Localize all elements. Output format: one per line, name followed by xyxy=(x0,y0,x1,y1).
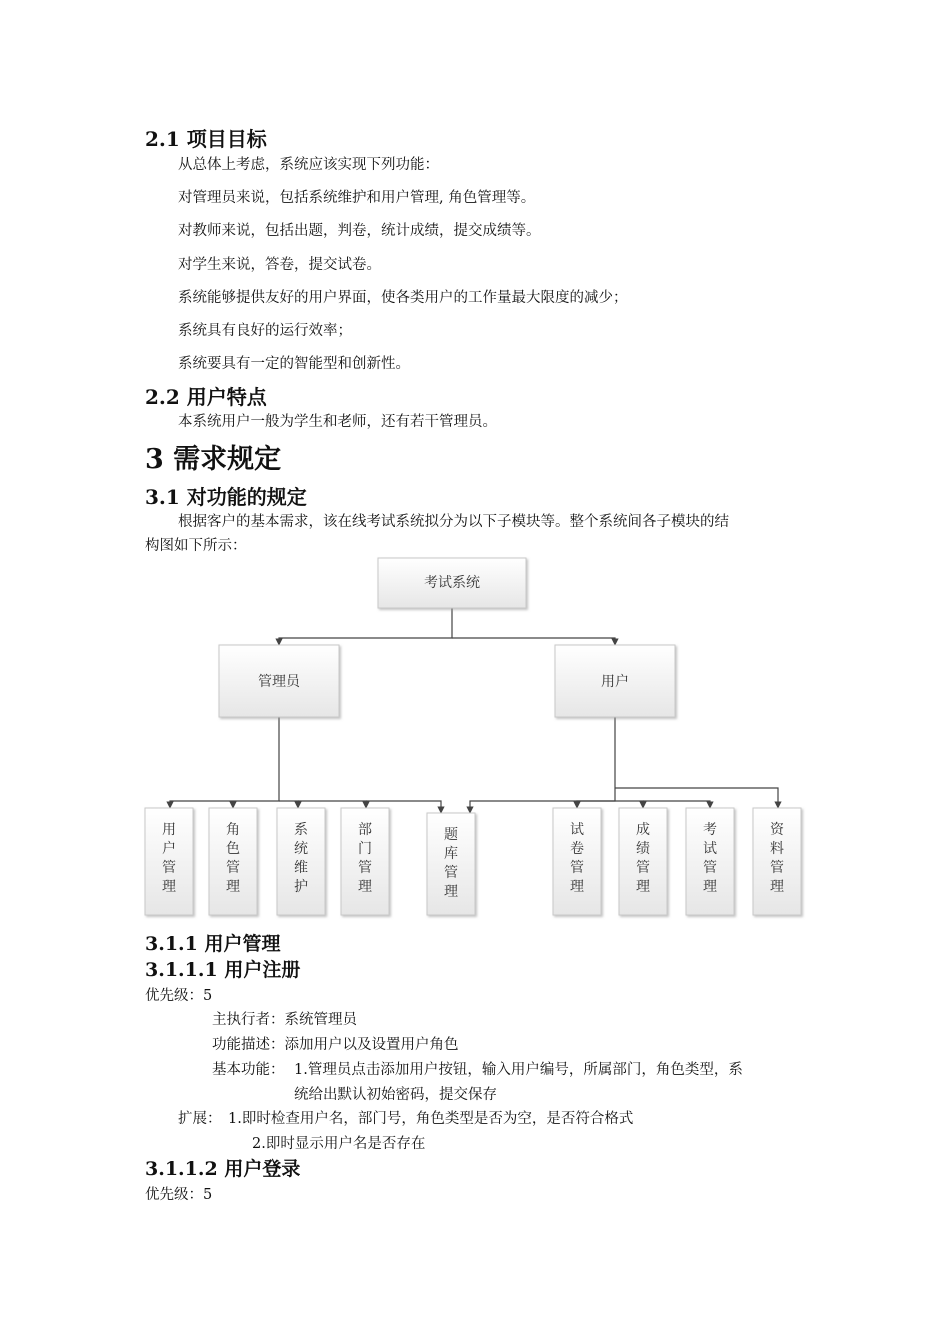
module-label: 试卷管理 xyxy=(570,822,584,895)
diagram-node-module xyxy=(753,808,801,915)
basic-function-label: 基本功能： xyxy=(212,1062,285,1078)
paragraph-line: 对教师来说，包括出题，判卷，统计成绩，提交成绩等。 xyxy=(178,223,541,239)
module-label: 系统维护 xyxy=(294,822,308,895)
diagram-node-module xyxy=(277,808,325,915)
diagram-node-module xyxy=(341,808,389,915)
paragraph-line: 从总体上考虑，系统应该实现下列功能： xyxy=(178,157,439,173)
heading-2-2: 2.2 用户特点 xyxy=(145,385,267,409)
heading-3-1-1-2: 3.1.1.2 用户登录 xyxy=(145,1158,301,1180)
heading-3: 3 需求规定 xyxy=(145,444,282,475)
module-label: 用户管理 xyxy=(162,822,176,895)
diagram-node-module xyxy=(145,808,193,915)
paragraph-line: 系统要具有一定的智能型和创新性。 xyxy=(178,356,410,372)
paragraph-line: 根据客户的基本需求，该在线考试系统拟分为以下子模块等。整个系统间各子模块的结 xyxy=(178,514,729,530)
paragraph-line: 系统能够提供友好的用户界面，使各类用户的工作量最大限度的减少； xyxy=(178,290,628,306)
basic-function-line: 统给出默认初始密码，提交保存 xyxy=(294,1087,497,1103)
paragraph-line: 对管理员来说，包括系统维护和用户管理, 角色管理等。 xyxy=(178,190,536,206)
priority-text: 优先级：5 xyxy=(145,988,213,1004)
paragraph-line: 对学生来说，答卷，提交试卷。 xyxy=(178,257,381,273)
system-structure-diagram xyxy=(140,555,810,921)
node-label: 管理员 xyxy=(258,674,300,690)
paragraph-line: 系统具有良好的运行效率； xyxy=(178,323,352,339)
module-label: 考试管理 xyxy=(703,822,717,895)
basic-function-line: 1.管理员点击添加用户按钮，输入用户编号，所属部门，角色类型，系 xyxy=(294,1062,743,1078)
module-label: 部门管理 xyxy=(358,822,372,895)
paragraph-line: 构图如下所示： xyxy=(145,538,247,554)
priority-text: 优先级：5 xyxy=(145,1187,213,1203)
module-label: 成绩管理 xyxy=(636,822,650,895)
description-text: 功能描述：添加用户以及设置用户角色 xyxy=(212,1037,459,1053)
diagram-node-module xyxy=(619,808,667,915)
heading-3-1: 3.1 对功能的规定 xyxy=(145,485,307,509)
diagram-node-module xyxy=(553,808,601,915)
diagram-node-module xyxy=(427,813,475,915)
paragraph-line: 本系统用户一般为学生和老师，还有若干管理员。 xyxy=(178,414,497,430)
diagram-node-root xyxy=(378,558,526,608)
module-label: 资料管理 xyxy=(770,822,784,895)
extension-line: 2.即时显示用户名是否存在 xyxy=(252,1136,426,1152)
heading-3-1-1-1: 3.1.1.1 用户注册 xyxy=(145,959,301,981)
diagram-node-admin xyxy=(219,645,339,717)
actor-text: 主执行者：系统管理员 xyxy=(212,1012,357,1028)
heading-3-1-1: 3.1.1 用户管理 xyxy=(145,933,281,955)
diagram-node-user xyxy=(555,645,675,717)
node-label: 考试系统 xyxy=(424,575,480,591)
extension-line: 1.即时检查用户名，部门号，角色类型是否为空，是否符合格式 xyxy=(228,1111,634,1127)
heading-2-1: 2.1 项目目标 xyxy=(145,127,267,151)
extension-label: 扩展： xyxy=(178,1111,222,1127)
module-label: 题库管理 xyxy=(444,827,458,900)
diagram-modules xyxy=(145,808,801,915)
node-label: 用户 xyxy=(601,674,629,690)
module-label: 角色管理 xyxy=(226,822,240,895)
diagram-node-module xyxy=(209,808,257,915)
diagram-node-module xyxy=(686,808,734,915)
